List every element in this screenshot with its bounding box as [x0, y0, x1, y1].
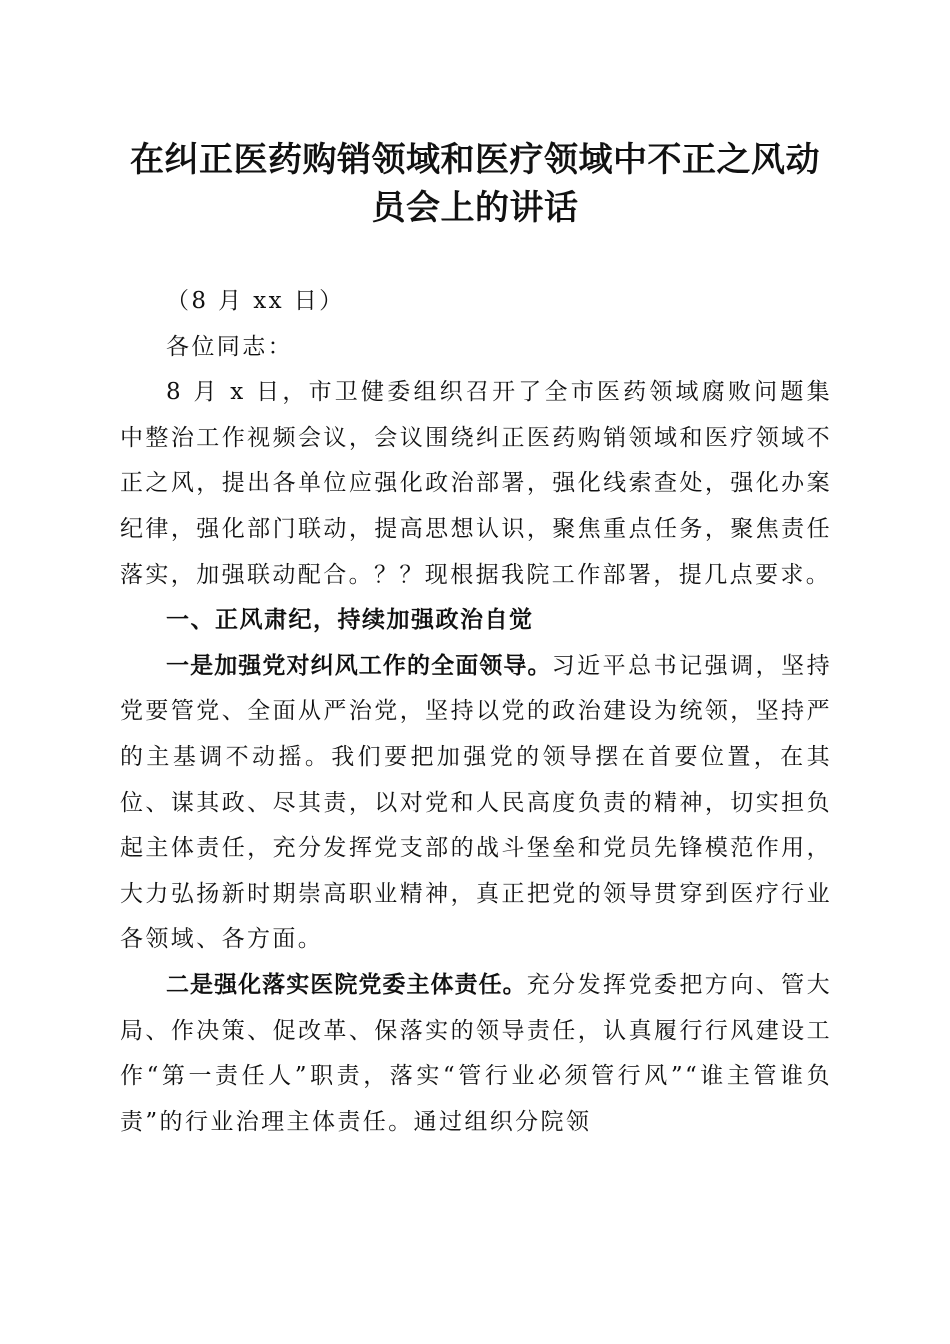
salutation: 各位同志：	[166, 333, 293, 360]
point-paragraph-2	[120, 963, 832, 1145]
intro-paragraph: 8 月 x 日，市卫健委组织召开了全市医药领域腐败问题集中整治工作视频会议，会议围绕纠正医药购销领域和医疗领域不正之风，提出各单位应强化政治部署，强化线索查处，强化办案纪律，强化部门联动，提高思想认识，聚焦重点任务，聚焦责任落实，加强联动配合。？？现根据我院工作部署，提几点要求。	[120, 379, 832, 588]
point-paragraph-1	[120, 644, 832, 963]
document-body	[120, 279, 832, 1145]
document-title	[118, 136, 832, 232]
section-heading-1: 一、正风肃纪，持续加强政治自觉	[166, 607, 534, 634]
point-lead-1: 一是加强党对纠风工作的全面领导。	[166, 652, 552, 679]
point-body-2: 充分发挥党委把方向、管大局、作决策、促改革、保落实的领导责任，认真履行行风建设工作“第一责任人”职责，落实“管行业必须管行风”“谁主管谁负责”的行业治理主体责任。通过组织分院领	[120, 971, 832, 1135]
title-line-2: 员会上的讲话	[371, 188, 579, 228]
title-line-1: 在纠正医药购销领域和医疗领域中不正之风动	[130, 140, 820, 180]
point-lead-2: 二是强化落实医院党委主体责任。	[166, 971, 527, 998]
point-body-1: 习近平总书记强调，坚持党要管党、全面从严治党，坚持以党的政治建设为统领，坚持严的主基调不动摇。我们要把加强党的领导摆在首要位置，在其位、谋其政、尽其责，以对党和人民高度负责的精神，切实担负起主体责任，充分发挥党支部的战斗堡垒和党员先锋模范作用，大力弘扬新时期崇高职业精神，真正把党的领导贯穿到医疗行业各领域、各方面。	[120, 652, 833, 953]
date-line: （8 月 xx 日）	[166, 288, 345, 314]
